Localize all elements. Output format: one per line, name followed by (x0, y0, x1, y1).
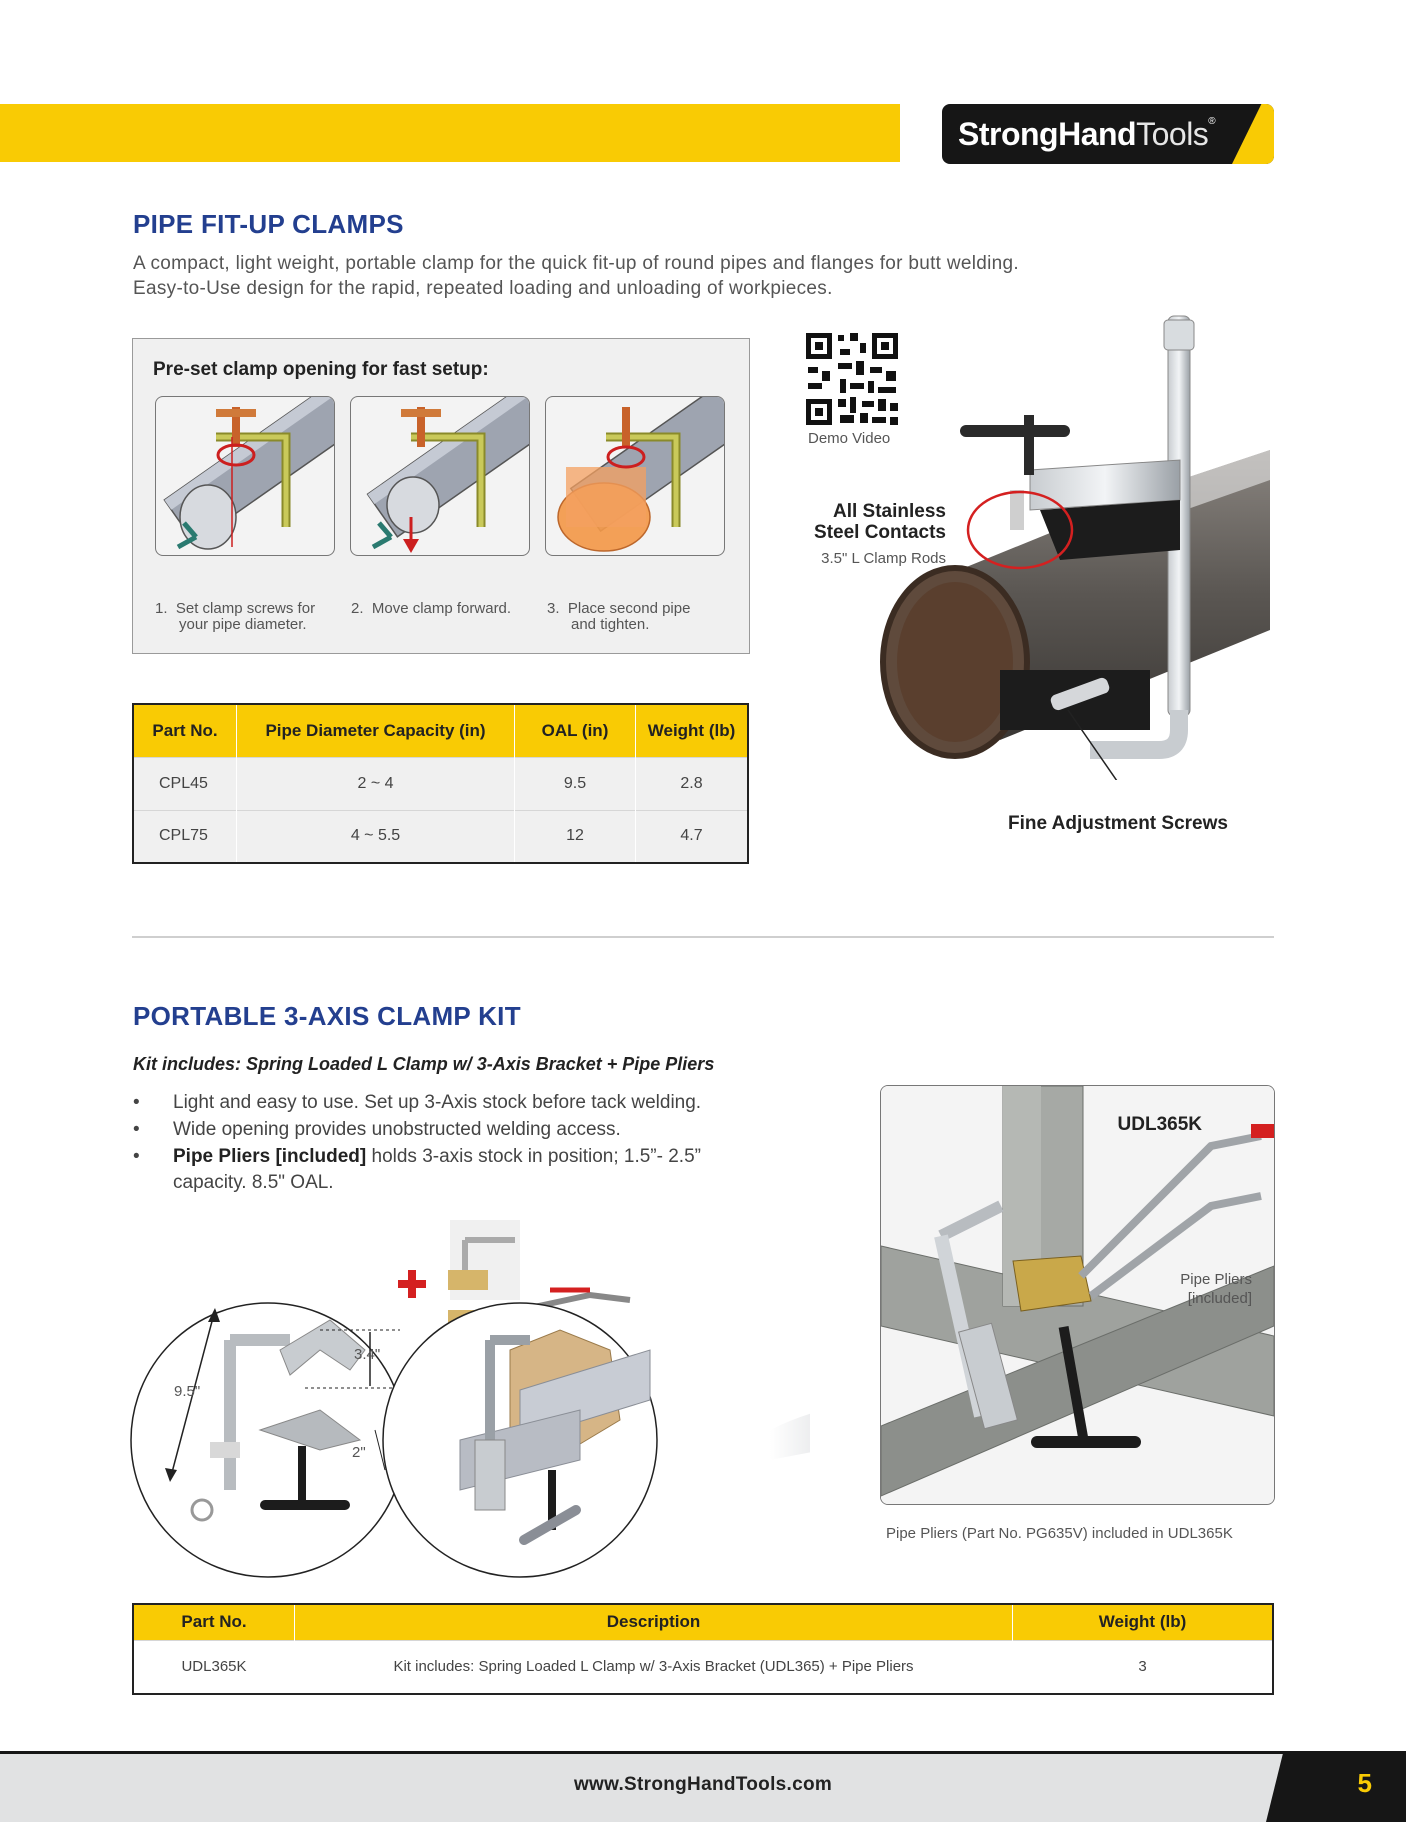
step-2-illustration (350, 396, 530, 556)
callout-stainless-contacts: All Stainless Steel Contacts (814, 501, 946, 543)
logo-light-text: Tools (1136, 116, 1209, 152)
col-header-description: Description (295, 1604, 1013, 1640)
qr-caption: Demo Video (808, 430, 891, 447)
photo-caption: Pipe Pliers (Part No. PG635V) included in UDL365K (886, 1525, 1233, 1542)
step-1-illustration (155, 396, 335, 556)
photo-part-label: UDL365K (1117, 1114, 1202, 1135)
header-yellow-bar (0, 104, 900, 162)
col-header-diameter: Pipe Diameter Capacity (in) (237, 704, 515, 757)
col-header-weight: Weight (lb) (636, 704, 749, 757)
section-title-pipe-fitup: PIPE FIT-UP CLAMPS (133, 209, 404, 239)
section-intro (133, 251, 1283, 301)
col-header-weight: Weight (lb) (1013, 1604, 1274, 1640)
dim-label-height: 9.5" (174, 1383, 201, 1400)
udl365k-photo (880, 1085, 1275, 1505)
photo-pliers-label: Pipe Pliers [included] (1180, 1271, 1252, 1307)
dim-label-upper: 3.4" (354, 1346, 381, 1363)
feature-bullet-list: • Light and easy to use. Set up 3-Axis stock before tack welding. • Wide opening provides unobstructed welding access. • Pipe Pliers [included] holds 3-axis stock in position; 1.5”- 2.5” capacity. 8.5" OAL. (133, 1092, 702, 1193)
pipe-clamp-spec-table (132, 703, 749, 864)
table-row: CPL75 4 ~ 5.5 12 4.7 (133, 810, 748, 863)
page-number: 5 (1357, 1768, 1372, 1798)
step-3-caption: 3. Place second pipe and tighten. (547, 600, 691, 633)
preset-title: Pre-set clamp opening for fast setup: (153, 359, 489, 380)
table-header-row (133, 704, 748, 757)
intro-line-1: A compact, light weight, portable clamp for the quick fit-up of round pipes and flanges for butt welding. (133, 253, 1019, 274)
step-2-caption: 2. Move clamp forward. (351, 600, 512, 617)
kit-illustration (130, 1200, 810, 1580)
step-3-illustration (545, 396, 725, 556)
kit-spec-table (132, 1603, 1274, 1695)
logo-registered-mark: ® (1208, 116, 1216, 127)
section-divider (132, 936, 1274, 938)
logo-bold-text: StrongHand (958, 116, 1137, 152)
table-row: UDL365K Kit includes: Spring Loaded L Clamp w/ 3-Axis Bracket (UDL365) + Pipe Pliers 3 (133, 1640, 1273, 1694)
callout-clamp-rods: 3.5" L Clamp Rods (821, 550, 946, 567)
preset-setup-box (132, 338, 750, 654)
col-header-oal: OAL (in) (515, 704, 636, 757)
col-header-part-no: Part No. (133, 704, 237, 757)
table-row: CPL45 2 ~ 4 9.5 2.8 (133, 757, 748, 810)
col-header-part-no: Part No. (133, 1604, 295, 1640)
brand-logo (942, 104, 1274, 164)
section-title-3axis-kit: PORTABLE 3-AXIS CLAMP KIT (133, 1001, 521, 1031)
kit-includes-line: Kit includes: Spring Loaded L Clamp w/ 3-Axis Bracket + Pipe Pliers (133, 1054, 715, 1074)
pipe-clamp-photo (850, 310, 1270, 780)
step-1-caption: 1. Set clamp screws for your pipe diameter. (155, 600, 316, 633)
intro-line-2: Easy-to-Use design for the rapid, repeated loading and unloading of workpieces. (133, 278, 833, 299)
dim-label-lower: 2" (352, 1444, 366, 1461)
page-footer (0, 1751, 1406, 1822)
footer-website-link[interactable]: www.StrongHandTools.com (573, 1774, 833, 1795)
callout-fine-adjustment-screws: Fine Adjustment Screws (1008, 813, 1228, 834)
table-header-row (133, 1604, 1273, 1640)
